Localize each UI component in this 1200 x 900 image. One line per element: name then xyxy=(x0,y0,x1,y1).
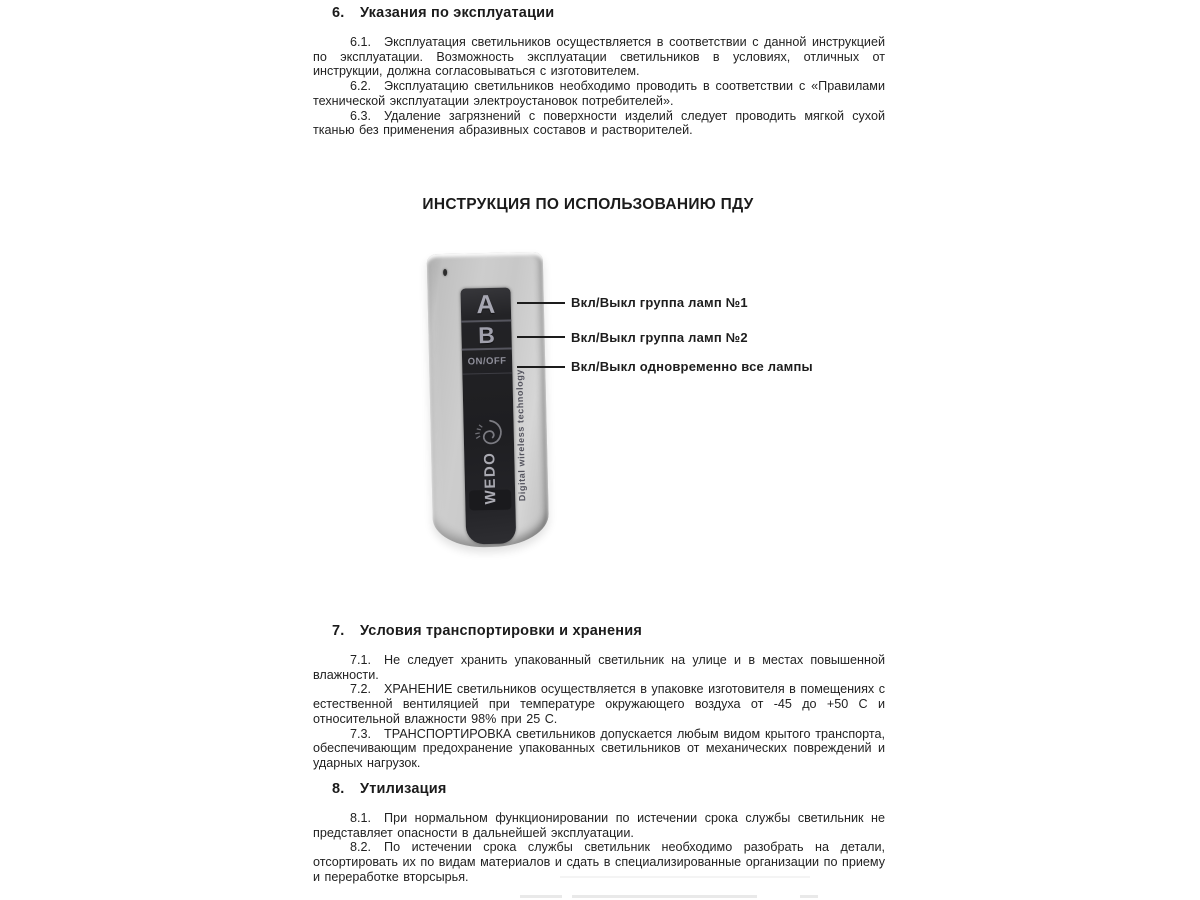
paragraph xyxy=(313,727,885,771)
callout-line-group2 xyxy=(517,336,565,338)
paragraph-text: По истечении срока службы светильник необходимо разобрать на детали, отсортировать их по видам материалов и сдать в специализированные организации по приему и переработке вторсырья. xyxy=(313,840,885,884)
remote-control-image xyxy=(427,252,550,549)
section-number: 7. xyxy=(332,623,345,639)
scan-artifact xyxy=(800,895,818,898)
paragraph-number: 6.1. xyxy=(350,35,372,49)
remote-led-indicator xyxy=(443,269,447,276)
section-title: Указания по эксплуатации xyxy=(360,5,555,21)
paragraph-text: ТРАНСПОРТИРОВКА светильников допускается любым видом крытого транспорта, обеспечивающим предохранение упакованных светильников от механических повреждений и ударных нагрузок. xyxy=(313,726,885,770)
paragraph-number: 8.1. xyxy=(350,811,372,825)
paragraph-text: Удаление загрязнений с поверхности изделий следует проводить мягкой сухой тканью без применения абразивных составов и растворителей. xyxy=(313,108,885,138)
paragraph xyxy=(313,653,885,682)
scan-artifact xyxy=(520,895,562,898)
paragraph-number: 8.2. xyxy=(350,840,372,855)
paragraph-text: Эксплуатацию светильников необходимо проводить в соответствии с «Правилами технической эксплуатации электроустановок потребителей». xyxy=(313,79,885,108)
paragraph xyxy=(313,35,885,79)
paragraph-number: 7.1. xyxy=(350,653,372,667)
section-number: 8. xyxy=(332,781,345,797)
paragraph-text: Не следует хранить упакованный светильник на улице и в местах повышенной влажности. xyxy=(313,653,885,682)
paragraph xyxy=(313,79,885,108)
section-operation xyxy=(313,5,885,138)
paragraph-number: 6.2. xyxy=(350,79,372,94)
paragraph xyxy=(313,811,885,840)
figure-title: ИНСТРУКЦИЯ ПО ИСПОЛЬЗОВАНИЮ ПДУ xyxy=(422,196,754,213)
remote-button-panel xyxy=(460,287,516,544)
remote-button-onoff: ON/OFF xyxy=(462,349,513,374)
callout-line-group1 xyxy=(517,302,565,304)
callout-label-group2: Вкл/Выкл группа ламп №2 xyxy=(571,330,748,345)
paragraph xyxy=(313,109,885,138)
paragraph-text: ХРАНЕНИЕ светильников осуществляется в упаковке изготовителя в помещениях с естественной вентиляцией при температуре окружающего воздуха от -45 до +50 С и относительной влажности 98% при 25 С. xyxy=(313,682,885,726)
remote-button-a: A xyxy=(460,287,511,322)
section-number: 6. xyxy=(332,5,345,21)
paragraph-number: 6.3. xyxy=(350,108,372,123)
remote-tagline-text: Digital wireless technology xyxy=(514,369,528,502)
section-heading xyxy=(313,5,885,21)
paragraph-number: 7.2. xyxy=(350,682,372,697)
wedo-brand-text: WEDO xyxy=(480,451,499,505)
callout-label-all: Вкл/Выкл одновременно все лампы xyxy=(571,359,813,374)
section-heading xyxy=(313,781,885,797)
callout-line-all xyxy=(517,366,565,368)
scan-artifact xyxy=(572,895,757,898)
section-title: Условия транспортировки и хранения xyxy=(360,623,643,639)
section-title: Утилизация xyxy=(360,781,447,797)
scan-artifact xyxy=(560,876,810,878)
section-transport-storage xyxy=(313,623,885,771)
wedo-logo-swirl-icon xyxy=(469,416,508,455)
paragraph-number: 7.3. xyxy=(350,726,372,741)
section-recycling xyxy=(313,781,885,885)
section-heading xyxy=(313,623,885,639)
paragraph-text: Эксплуатация светильников осуществляется в соответствии с данной инструкцией по эксплуатации. Возможность эксплуатации светильников в условиях, отличных от инструкции, должна согласовываться с изготовителем. xyxy=(313,35,885,79)
remote-button-b: B xyxy=(461,321,512,350)
paragraph-text: При нормальном функционировании по истечении срока службы светильник не представляет опасности в дальнейшей эксплуатации. xyxy=(313,811,885,840)
callout-label-group1: Вкл/Выкл группа ламп №1 xyxy=(571,295,748,310)
paragraph xyxy=(313,682,885,726)
